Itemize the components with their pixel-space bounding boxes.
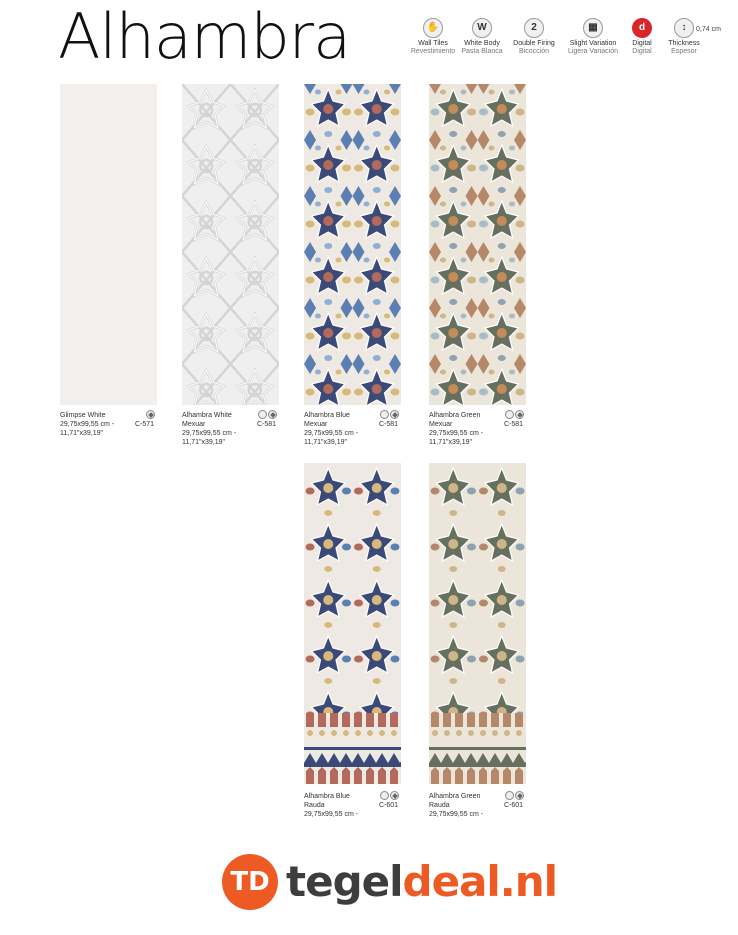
tile-name: Alhambra Blue [304,793,350,800]
feature-label: Digital [632,40,652,47]
tile-name-line2: Mexuar [182,421,206,428]
logo-mark-icon: TD [222,854,278,910]
digital-icon: d [632,18,652,38]
tile-alhambra-green-mexuar [429,84,526,405]
tile-size: 29,75x99,55 cm - [182,430,237,437]
tile-size: 29,75x99,55 cm - [60,421,115,428]
feature-sub: Digital [632,48,652,55]
tile-icons [505,791,524,800]
tegeldeal-logo[interactable] [222,850,557,914]
logo-text-part2: deal.nl [402,857,558,906]
tile-alhambra-blue-mexuar [304,84,401,405]
thickness-icon: ↕ [674,18,694,38]
hand-icon: ✋ [423,18,443,38]
tile-name: Glimpse White [60,412,106,419]
feature-label: White Body [464,40,500,47]
caption-alhambra-white [182,411,262,447]
tile-code: C-581 [379,421,399,428]
feature-thickness [654,18,714,56]
variation-icon [146,410,155,419]
feature-sub: Bicocción [519,48,549,55]
logo-text-part1: tegel [286,857,403,906]
feature-label: Slight Variation [569,40,617,47]
tile-name: Alhambra White [182,412,232,419]
feature-white-body [452,18,512,56]
tile-imperial: 11,71"x39,19" [429,439,472,446]
tile-icons [146,410,155,419]
tile-name: Alhambra Blue [304,412,350,419]
feature-sub: Pasta Blanca [461,48,503,55]
caption-alhambra-green-mexuar [429,411,509,447]
tile-name-line2: Rauda [304,802,325,809]
double-firing-icon: 2 [524,18,544,38]
relief-icon [505,791,514,800]
relief-icon [505,410,514,419]
tile-code: C-601 [504,802,524,809]
variation-icon [515,791,524,800]
tile-name-line2: Rauda [429,802,450,809]
tile-icons [258,410,277,419]
tile-icons [380,791,399,800]
tile-size: 29,75x99,55 cm - [304,811,359,818]
relief-icon [380,410,389,419]
feature-label: Wall Tiles [418,40,448,47]
variation-icon [268,410,277,419]
white-body-icon: W [472,18,492,38]
tile-size: 29,75x99,55 cm - [429,811,484,818]
tile-alhambra-green-rauda [429,463,526,784]
tile-icons [380,410,399,419]
tile-name-line2: Mexuar [429,421,453,428]
logo-wordmark [286,857,558,906]
tile-imperial: 11,71"x39,19" [182,439,225,446]
feature-double-firing [504,18,564,56]
tile-imperial: 11,71"x39,19" [304,439,347,446]
tile-size: 29,75x99,55 cm - [429,430,484,437]
caption-glimpse-white [60,411,140,438]
thickness-value: 0,74 cm [696,26,721,33]
tile-icons [505,410,524,419]
variation-icon [390,791,399,800]
feature-sub: Revestimiento [410,48,456,55]
variation-icon [515,410,524,419]
page-title: Alhambra [58,0,351,73]
slight-variation-icon: ▦ [583,18,603,38]
feature-label: Double Firing [513,40,555,47]
tile-size: 29,75x99,55 cm - [304,430,359,437]
tile-code: C-581 [504,421,524,428]
feature-sub: Espesor [671,48,697,55]
tile-glimpse-white [60,84,157,405]
tile-alhambra-white-mexuar [182,84,279,405]
relief-icon [258,410,267,419]
tile-code: C-581 [257,421,277,428]
tile-code: C-571 [135,421,155,428]
tile-name-line2: Mexuar [304,421,328,428]
caption-alhambra-blue-mexuar [304,411,384,447]
feature-sub: Ligera Variación [567,48,619,55]
relief-icon [380,791,389,800]
tile-code: C-601 [379,802,399,809]
tile-imperial: 11,71"x39,19" [60,430,103,437]
tile-alhambra-blue-rauda [304,463,401,784]
tile-name: Alhambra Green [429,793,481,800]
caption-alhambra-blue-rauda [304,792,384,819]
caption-alhambra-green-rauda [429,792,509,819]
feature-label: Thickness [668,40,700,47]
variation-icon [390,410,399,419]
tile-name: Alhambra Green [429,412,481,419]
